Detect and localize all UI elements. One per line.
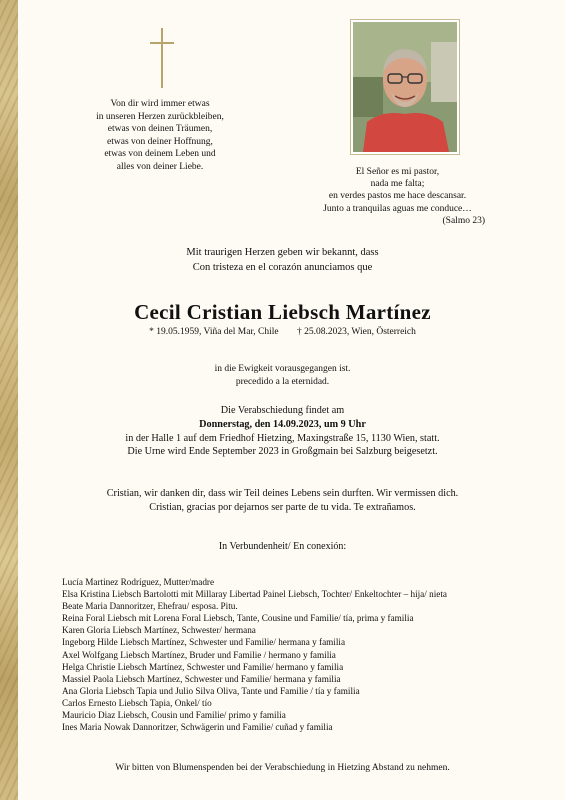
- intro-line-spanish: Con tristeza en el corazón anunciamos que: [192, 262, 373, 273]
- thanks-line-spanish: Cristian, gracias por dejarnos ser parte de tu vida. Te extrañamos.: [149, 501, 416, 513]
- list-item: Helga Christie Liebsch Martínez, Schwester und Familie/ hermano y familia: [62, 661, 344, 672]
- list-item: Ingeborg Hilde Liebsch Martínez, Schwester und Familie/ hermana y familia: [62, 637, 346, 648]
- poem-line: alles von deiner Liebe.: [116, 161, 204, 172]
- urn-burial-info: Die Urne wird Ende September 2023 in Großgmain bei Salzburg beigesetzt.: [127, 446, 438, 458]
- list-item: Massiel Paola Liebsch Martínez, Schwester und Familie/ hermana y familia: [62, 673, 341, 684]
- list-item: Reina Foral Liebsch mit Lorena Foral Liebsch, Tante, Cousine und Familie/ tía, prima y familia: [62, 613, 414, 624]
- life-dates: [0, 327, 565, 337]
- psalm-line: en verdes pastos me hace descansar.: [328, 191, 467, 202]
- passed-away-text: [0, 363, 565, 388]
- poem-line: etwas von deinen Träumen,: [107, 124, 213, 135]
- poem-line: etwas von deinem Leben und: [104, 149, 216, 160]
- list-item: Axel Wolfgang Liebsch Martínez, Bruder und Familie / hermano y familia: [62, 649, 336, 660]
- farewell-details: [0, 404, 565, 459]
- flower-donation-note: Wir bitten von Blumenspenden bei der Verabschiedung in Hietzing Abstand zu nehmen.: [115, 763, 450, 773]
- farewell-location: in der Halle 1 auf dem Friedhof Hietzing, Maxingstraße 15, 1130 Wien, statt.: [125, 432, 440, 444]
- death-date: † 25.08.2023, Wien, Österreich: [296, 327, 416, 337]
- farewell-line: Die Verabschiedung findet am: [220, 405, 345, 416]
- list-item: Carlos Ernesto Liebsch Tapia, Onkel/ tío: [62, 697, 212, 708]
- portrait-photo: [350, 19, 460, 155]
- passed-line-german: in die Ewigkeit vorausgegangen ist.: [214, 364, 351, 374]
- thanks-line-german: Cristian, wir danken dir, dass wir Teil deines Lebens sein durften. Wir vermissen dich.: [106, 488, 459, 499]
- psalm-line: nada me falta;: [370, 179, 425, 190]
- intro-line-german: Mit traurigen Herzen geben wir bekannt, dass: [186, 247, 379, 258]
- deceased-name: Cecil Cristian Liebsch Martínez: [134, 300, 431, 324]
- psalm-quote: [305, 166, 490, 227]
- psalm-line: El Señor es mi pastor,: [355, 167, 440, 177]
- announcement-intro: [0, 245, 565, 275]
- list-item: Elsa Kristina Liebsch Bartolotti mit Millaray Libertad Painel Liebsch, Tochter/ Enkeltochter – hija/ nieta: [62, 589, 447, 600]
- list-item: Ines Maria Nowak Dannoritzer, Schwägerin und Familie/ cuñad y familia: [62, 722, 333, 733]
- list-item: Beate Maria Dannoritzer, Ehefrau/ esposa. Pitu.: [62, 601, 238, 612]
- psalm-line: Junto a tranquilas aguas me conduce…: [323, 203, 472, 214]
- thanks-message: [0, 487, 565, 515]
- list-item: Lucía Martinez Rodríguez, Mutter/madre: [62, 577, 215, 587]
- birth-date: * 19.05.1959, Viña del Mar, Chile: [149, 327, 279, 337]
- mourners-list: [62, 576, 542, 733]
- cross-icon: [150, 28, 174, 88]
- mourners-heading: In Verbundenheit/ En conexión:: [218, 541, 347, 552]
- list-item: Ana Gloria Liebsch Tapia und Julio Silva Oliva, Tante und Familie / tía y familia: [62, 685, 360, 696]
- list-item: Mauricio Diaz Liebsch, Cousin und Familie/ primo y familia: [62, 710, 286, 721]
- poem-line: Von dir wird immer etwas: [110, 99, 210, 109]
- german-poem: [60, 98, 260, 174]
- poem-line: etwas von deiner Hoffnung,: [107, 136, 213, 147]
- list-item: Karen Gloria Liebsch Martínez, Schwester/ hermana: [62, 625, 256, 636]
- farewell-date: Donnerstag, den 14.09.2023, um 9 Uhr: [199, 418, 366, 430]
- passed-line-spanish: precedido a la eternidad.: [235, 376, 330, 387]
- psalm-reference: (Salmo 23): [442, 215, 485, 226]
- poem-line: in unseren Herzen zurückbleiben,: [96, 111, 224, 122]
- decorative-border-strip: [0, 0, 18, 800]
